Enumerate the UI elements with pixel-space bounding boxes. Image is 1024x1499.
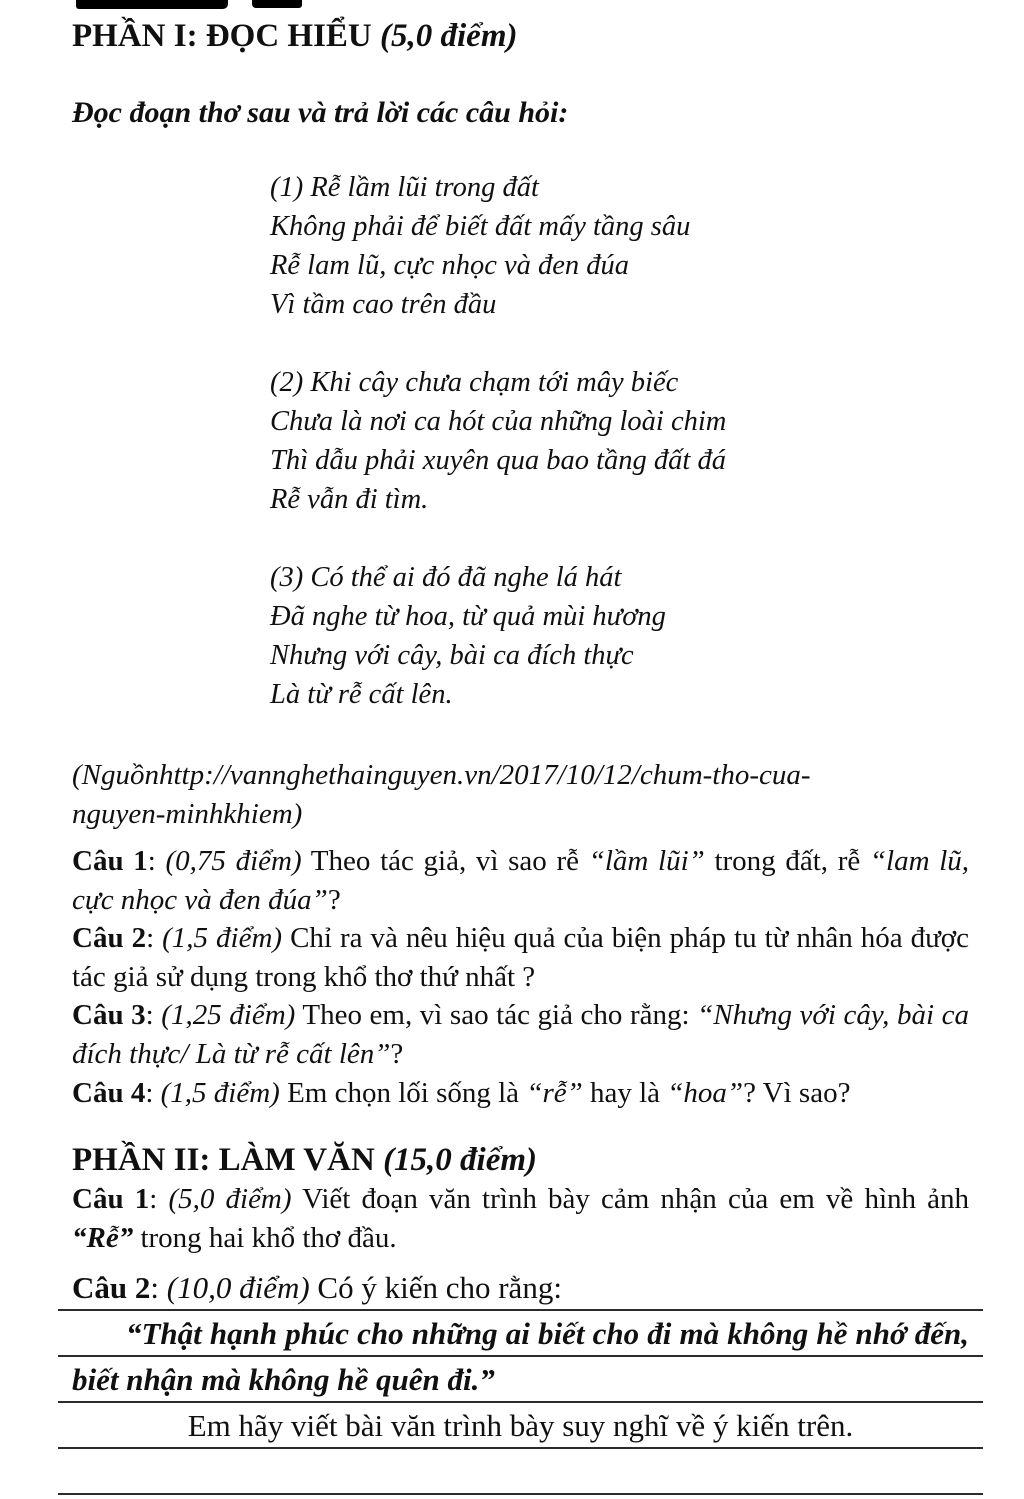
question-3-text: Theo em, vì sao tác giả cho rằng: — [295, 999, 698, 1032]
question-4-text: Em chọn lối sống là — [279, 1076, 527, 1109]
part2-heading — [72, 1140, 969, 1180]
poem-source — [72, 756, 969, 834]
poem-line: Là từ rễ cất lên. — [270, 679, 453, 710]
question-4-label: Câu 4 — [72, 1076, 146, 1109]
question-1 — [72, 842, 969, 919]
poem-stanza-2 — [270, 363, 969, 519]
poem-line: Thì dẫu phải xuyên qua bao tầng đất đá — [270, 445, 726, 476]
part1-heading — [72, 16, 969, 56]
colon: : — [149, 1183, 169, 1216]
part2-question-2-points: (10,0 điểm) — [166, 1270, 310, 1306]
poem-line: Rễ vẫn đi tìm. — [270, 484, 429, 515]
question-2-points: (1,5 điểm) — [162, 922, 283, 955]
poem-stanza-3 — [270, 558, 969, 714]
part1-heading-text: PHẦN I: ĐỌC HIỂU — [72, 18, 372, 54]
part1-points: (5,0 điểm) — [371, 18, 518, 54]
poem-line: (2) Khi cây chưa chạm tới mây biếc — [270, 367, 679, 398]
question-4-quote: “hoa” — [667, 1076, 744, 1109]
question-4-text: hay là — [582, 1076, 668, 1109]
poem-line: Vì tầm cao trên đầu — [270, 289, 497, 320]
colon: : — [145, 999, 162, 1032]
question-1-text: ? — [327, 883, 341, 916]
colon: : — [150, 1270, 167, 1306]
part2-question-1-text: trong hai khổ thơ đầu. — [133, 1221, 397, 1254]
question-1-label: Câu 1 — [72, 845, 148, 877]
question-1-text: Theo tác giả, vì sao rễ — [301, 845, 589, 877]
poem-stanza-1 — [270, 168, 969, 324]
part2-question-1-points: (5,0 điểm) — [168, 1183, 292, 1216]
part2-question-1-quote: “Rễ” — [72, 1221, 134, 1254]
question-1-quote: “lam lũ, cực nhọc và đen đúa” — [72, 845, 970, 916]
poem-line: Nhưng với cây, bài ca đích thực — [270, 640, 634, 671]
poem-line: Đã nghe từ hoa, từ quả mùi hương — [270, 601, 666, 632]
ruled-section — [58, 1265, 983, 1499]
part2-question-2-label: Câu 2 — [72, 1270, 151, 1306]
colon: : — [146, 922, 163, 955]
question-4-points: (1,5 điểm) — [160, 1076, 280, 1109]
question-1-text: trong đất, rễ — [704, 845, 870, 877]
poem-line: (3) Có thể ai đó đã nghe lá hát — [270, 562, 622, 593]
question-1-quote: “lầm lũi” — [588, 845, 705, 877]
part2-heading-text: PHẦN II: LÀM VĂN — [72, 1142, 375, 1179]
scan-artifact — [76, 0, 228, 9]
part2-points: (15,0 điểm) — [374, 1142, 538, 1179]
question-3-text: ? — [390, 1037, 404, 1070]
poem-line: (1) Rễ lầm lũi trong đất — [270, 172, 539, 203]
question-3-label: Câu 3 — [72, 999, 146, 1032]
part2-question-2 — [72, 1265, 969, 1311]
question-3-points: (1,25 điểm) — [161, 999, 296, 1032]
scan-artifact — [252, 0, 302, 8]
question-1-points: (0,75 điểm) — [165, 845, 302, 877]
question-2-label: Câu 2 — [72, 922, 147, 955]
essay-quote: “Thật hạnh phúc cho những ai biết cho đi mà không hề nhớ đến, biết nhận mà không hề quên đi.” — [72, 1316, 969, 1398]
poem-source-line: (Nguồnhttp://vannghethainguyen.vn/2017/10/12/chum-tho-cua- — [72, 759, 811, 791]
poem — [270, 168, 969, 714]
question-2-text: Chỉ ra và nêu hiệu quả của biện pháp tu từ nhân hóa được tác giả sử dụng trong khổ thơ thứ nhất ? — [72, 922, 970, 993]
poem-line: Rễ lam lũ, cực nhọc và đen đúa — [270, 250, 630, 281]
question-3-quote: “Nhưng với cây, bài ca đích thực/ Là từ rễ cất lên” — [72, 999, 969, 1070]
part2-question-1-label: Câu 1 — [72, 1183, 150, 1216]
poem-source-line: nguyen-minhkhiem) — [72, 798, 303, 830]
part2-question-2-text: Có ý kiến cho rằng: — [309, 1270, 562, 1306]
poem-line: Chưa là nơi ca hót của những loài chim — [270, 406, 727, 437]
part1-instruction: Đọc đoạn thơ sau và trả lời các câu hỏi: — [72, 96, 569, 129]
essay-prompt: Em hãy viết bài văn trình bày suy nghĩ về ý kiến trên. — [187, 1408, 854, 1444]
question-2 — [72, 919, 969, 996]
poem-line: Không phải để biết đất mấy tầng sâu — [270, 211, 691, 242]
question-4-text: ? Vì sao? — [743, 1076, 851, 1109]
question-4 — [72, 1074, 969, 1113]
question-4-quote: “rễ” — [526, 1076, 583, 1109]
part2-question-1 — [72, 1180, 969, 1257]
colon: : — [147, 845, 166, 877]
part2-question-1-text: Viết đoạn văn trình bày cảm nhận của em về hình ảnh — [291, 1183, 970, 1216]
colon: : — [145, 1076, 161, 1109]
question-3 — [72, 996, 969, 1073]
